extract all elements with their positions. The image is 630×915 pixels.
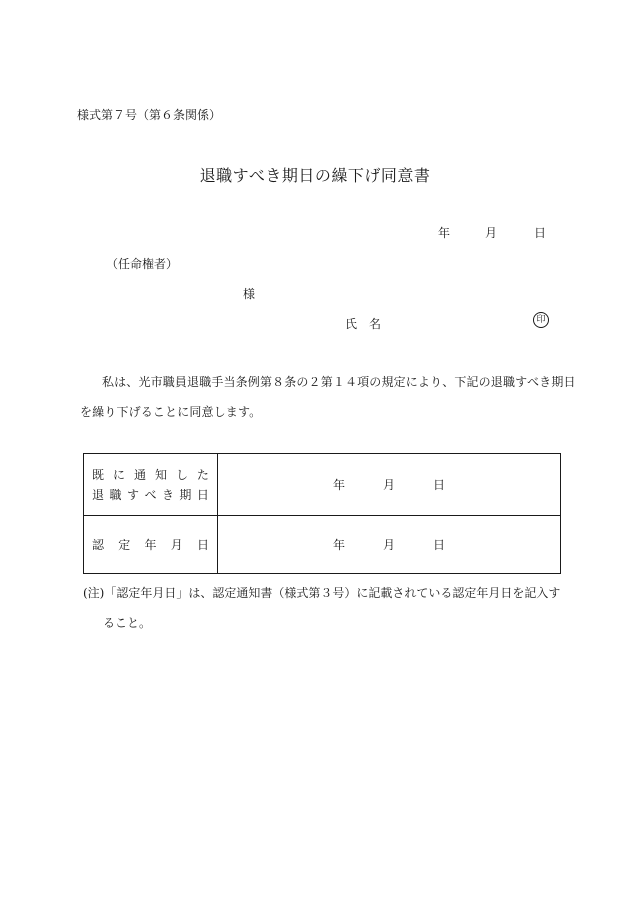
label-char: 日 (196, 487, 209, 502)
label-char: 月 (170, 537, 183, 552)
table-date-month: 月 (382, 478, 395, 492)
label-char: し (175, 467, 188, 482)
label-char: べ (144, 487, 157, 502)
date-day: 日 (534, 226, 547, 240)
note-line1: (注)「認定年月日」は、認定通知書（様式第３号）に記載されている認定年月日を記入す (83, 586, 561, 600)
label-cell-certified-date (84, 516, 218, 574)
notified-date-cell (218, 454, 561, 516)
label-char: 年 (144, 537, 157, 552)
table-row (84, 454, 561, 516)
body-text-line1: 私は、光市職員退職手当条例第８条の２第１４項の規定により、下記の退職すべき期日 (102, 375, 576, 389)
label-char: 通 (133, 467, 146, 482)
label-char: 期 (179, 487, 192, 502)
label-char: 日 (196, 537, 209, 552)
table-date-day: 日 (433, 478, 446, 492)
table-date-year: 年 (332, 538, 345, 552)
form-number: 様式第７号（第６条関係） (77, 108, 222, 122)
label-char: き (161, 487, 174, 502)
table-date-month: 月 (382, 538, 395, 552)
table-date-year: 年 (332, 478, 345, 492)
label-line2 (92, 485, 209, 505)
label-char: に (112, 467, 125, 482)
body-text-line2: を繰り下げることに同意します。 (80, 405, 262, 419)
certified-date-cell (218, 516, 561, 574)
seal-mark: 印 (533, 312, 549, 328)
table-row (84, 516, 561, 574)
label-cell-notified-date (84, 454, 218, 516)
document-title: 退職すべき期日の繰下げ同意書 (199, 166, 431, 185)
note-line2: ること。 (103, 616, 152, 630)
date-month: 月 (485, 226, 498, 240)
honorific: 様 (243, 287, 256, 301)
table-date-day: 日 (433, 538, 446, 552)
appointer-label: （任命権者） (106, 257, 179, 271)
label-char: す (126, 487, 139, 502)
date-year: 年 (438, 226, 451, 240)
label-char: 退 (92, 487, 105, 502)
name-label: 氏 名 (345, 317, 382, 331)
label-char: た (196, 467, 209, 482)
label-line (92, 535, 209, 555)
info-table (83, 453, 561, 574)
label-char: 定 (118, 537, 131, 552)
label-char: 認 (92, 537, 105, 552)
label-char: 既 (92, 467, 105, 482)
label-line1 (92, 465, 209, 485)
label-char: 職 (109, 487, 122, 502)
label-char: 知 (154, 467, 167, 482)
